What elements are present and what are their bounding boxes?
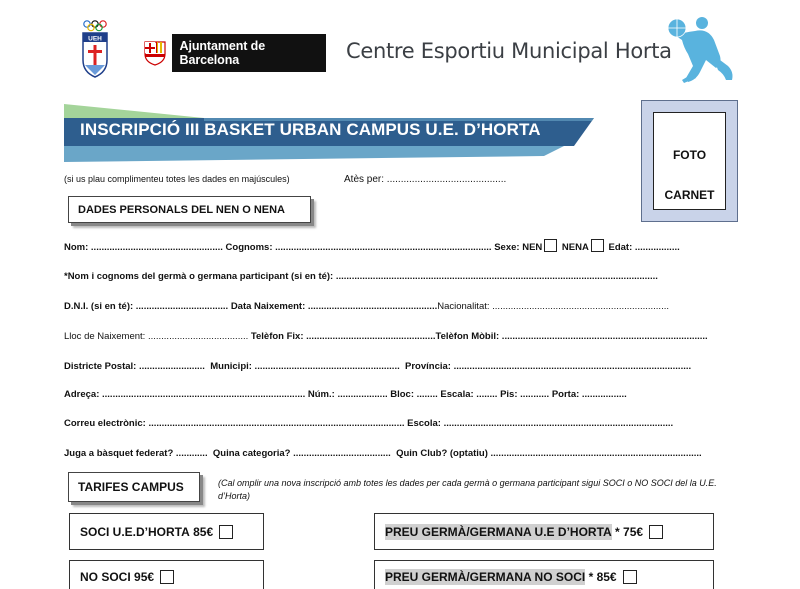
row-germa	[64, 271, 658, 282]
photo-box[interactable]	[653, 112, 726, 210]
districte-postal-field[interactable]: Districte Postal: .........................	[64, 361, 205, 372]
olympic-rings-icon	[84, 21, 106, 31]
lloc-naixement-field[interactable]: Lloc de Naixement: ......................................	[64, 331, 249, 342]
municipi-field[interactable]: Municipi: .......................................................	[210, 361, 400, 372]
cognoms-field[interactable]: Cognoms: ..................................................................................	[225, 242, 492, 253]
tarifes-campus-header: TARIFES CAMPUS	[68, 472, 200, 502]
price-no-soci-amount: 95€	[134, 570, 155, 584]
ajuntament-logo-text: Ajuntament de Barcelona	[179, 39, 266, 67]
nacionalitat-field[interactable]: Nacionalitat: ...................................................................	[437, 301, 669, 312]
price-soci-amount: 85€	[193, 524, 214, 539]
nena-checkbox[interactable]	[591, 239, 604, 252]
row-correu	[64, 418, 673, 429]
nen-checkbox[interactable]	[544, 239, 557, 252]
price-germa-no-soci	[374, 560, 714, 589]
germa-soci-checkbox[interactable]	[649, 525, 663, 539]
data-naixement-field[interactable]: Data Naixement: .................................................	[230, 301, 438, 312]
telefon-fix-field[interactable]: Telèfon Fix: .................................................	[250, 331, 436, 342]
row-districte	[64, 361, 691, 372]
row-lloc	[64, 331, 708, 342]
sexe-label: Sexe:	[494, 242, 520, 253]
categoria-field[interactable]: Quina categoria? .....................................	[212, 448, 391, 459]
basketball-player-icon	[662, 14, 740, 84]
soci-checkbox[interactable]	[219, 525, 233, 539]
photo-label-foto: FOTO	[672, 148, 707, 162]
price-germa-soci-label: PREU GERMÀ/GERMANA U.E D’HORTA	[385, 524, 612, 539]
price-germa-no-soci-amount: * 85€	[588, 570, 617, 584]
row-federat	[64, 448, 702, 459]
num-field[interactable]: Núm.: ...................	[307, 389, 388, 400]
dades-personals-header: DADES PERSONALS DEL NEN O NENA	[68, 196, 311, 223]
price-germa-soci	[374, 513, 714, 550]
no-soci-checkbox[interactable]	[160, 570, 174, 584]
row-dni	[64, 301, 669, 312]
photo-frame	[641, 100, 738, 222]
row-nom	[64, 239, 680, 253]
ajuntament-barcelona-logo	[138, 34, 326, 72]
ates-per-field[interactable]: Atès per: ...........................................	[344, 174, 507, 185]
club-field[interactable]: Quin Club? (optatiu) ................................................................................	[396, 448, 702, 459]
ue-logo-letters: UEH	[88, 35, 102, 43]
barcelona-crest-icon	[138, 34, 172, 72]
edat-field[interactable]: Edat: .................	[608, 242, 680, 253]
price-no-soci	[69, 560, 264, 589]
nom-field[interactable]: Nom: ..................................................	[64, 242, 223, 253]
adreca-field[interactable]: Adreça: .............................................................................	[64, 389, 306, 400]
price-germa-no-soci-label: PREU GERMÀ/GERMANA NO SOCI	[385, 570, 586, 584]
price-no-soci-label: NO SOCI	[80, 570, 131, 584]
nena-label: NENA	[561, 242, 589, 253]
price-germa-soci-amount: * 75€	[615, 524, 644, 539]
provincia-field[interactable]: Província: ..........................................................................................	[405, 361, 692, 372]
escala-field[interactable]: Escala: ........	[440, 389, 498, 400]
capitals-note: (si us plau complimenteu totes les dades en majúscules)	[64, 174, 290, 184]
pis-field[interactable]: Pis: ...........	[500, 389, 550, 400]
escola-field[interactable]: Escola: .......................................................................................	[407, 418, 674, 429]
dni-field[interactable]: D.N.I. (si en té): ...................................	[64, 301, 229, 312]
federat-field[interactable]: Juga a bàsquet federat? ............	[64, 448, 208, 459]
nen-label: NEN	[522, 242, 543, 253]
price-soci	[69, 513, 264, 550]
germa-field[interactable]: *Nom i cognoms del germà o germana participant (si en té): ..........................................................................................................................	[64, 271, 658, 282]
porta-field[interactable]: Porta: .................	[551, 389, 627, 400]
form-title: INSCRIPCIÓ III BASKET URBAN CAMPUS U.E. D’HORTA	[80, 120, 541, 139]
ue-horta-shield-icon	[83, 33, 107, 77]
tarifes-note: (Cal omplir una nova inscripció amb totes les dades per cada germà o germana participant sigui SOCI o NO SOCI del la U.E. d’Horta)	[218, 478, 717, 501]
price-soci-label: SOCI U.E.D’HORTA	[80, 524, 190, 539]
correu-field[interactable]: Correu electrònic: .................................................................................................	[64, 418, 405, 429]
row-adreca	[64, 389, 627, 400]
telefon-mobil-field[interactable]: Telèfon Mòbil: ..............................................................................	[435, 331, 708, 342]
bloc-field[interactable]: Bloc: ........	[390, 389, 438, 400]
photo-label-carnet: CARNET	[664, 188, 715, 202]
germa-no-soci-checkbox[interactable]	[623, 570, 637, 584]
ue-horta-logo	[80, 20, 110, 78]
centre-title: Centre Esportiu Municipal Horta	[346, 39, 672, 63]
